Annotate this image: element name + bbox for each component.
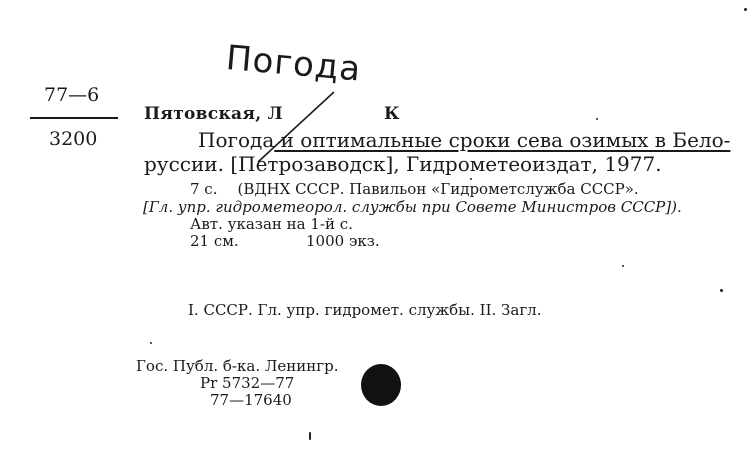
author-note: Авт. указан на 1-й с.: [190, 215, 353, 233]
ink-blot: [361, 364, 401, 406]
handwritten-subject: Погода: [224, 38, 363, 90]
author-heading: Пятовская, Л: [144, 104, 283, 124]
series-statement: (ВДНХ СССР. Павильон «Гидрометслужба СССР».: [237, 180, 639, 198]
print-run: 1000 экз.: [306, 232, 380, 250]
holding-record-1: Pr 5732—77: [200, 374, 295, 392]
author-initial: К: [384, 104, 400, 124]
title-prefix: Погода: [198, 128, 275, 152]
book-size: 21 см.: [190, 232, 239, 250]
tracing-line: I. СССР. Гл. упр. гидромет. службы. II. Загл.: [188, 301, 542, 319]
title-line-2: руссии. [Петрозаводск], Гидрометеоиздат, 1977.: [144, 152, 662, 176]
pages: 7 с.: [190, 180, 218, 198]
speck: [744, 8, 747, 11]
holding-library: Гос. Публ. б-ка. Ленингр.: [136, 357, 339, 375]
speck: [596, 118, 598, 120]
holding-record-2: 77—17640: [210, 391, 292, 409]
speck: [720, 289, 723, 292]
speck: [470, 178, 472, 180]
speck: [309, 432, 311, 440]
speck: [622, 265, 624, 267]
call-number-top: 77—6: [44, 84, 100, 106]
collation-line: [190, 180, 639, 198]
title-line-1: [198, 128, 730, 152]
speck: [150, 342, 152, 344]
series-continuation: [Гл. упр. гидрометеорол. службы при Совете Министров СССР]).: [143, 198, 682, 216]
call-number-bottom: 3200: [49, 128, 98, 150]
title-underlined: и оптимальные сроки сева озимых в Бело-: [274, 128, 731, 152]
